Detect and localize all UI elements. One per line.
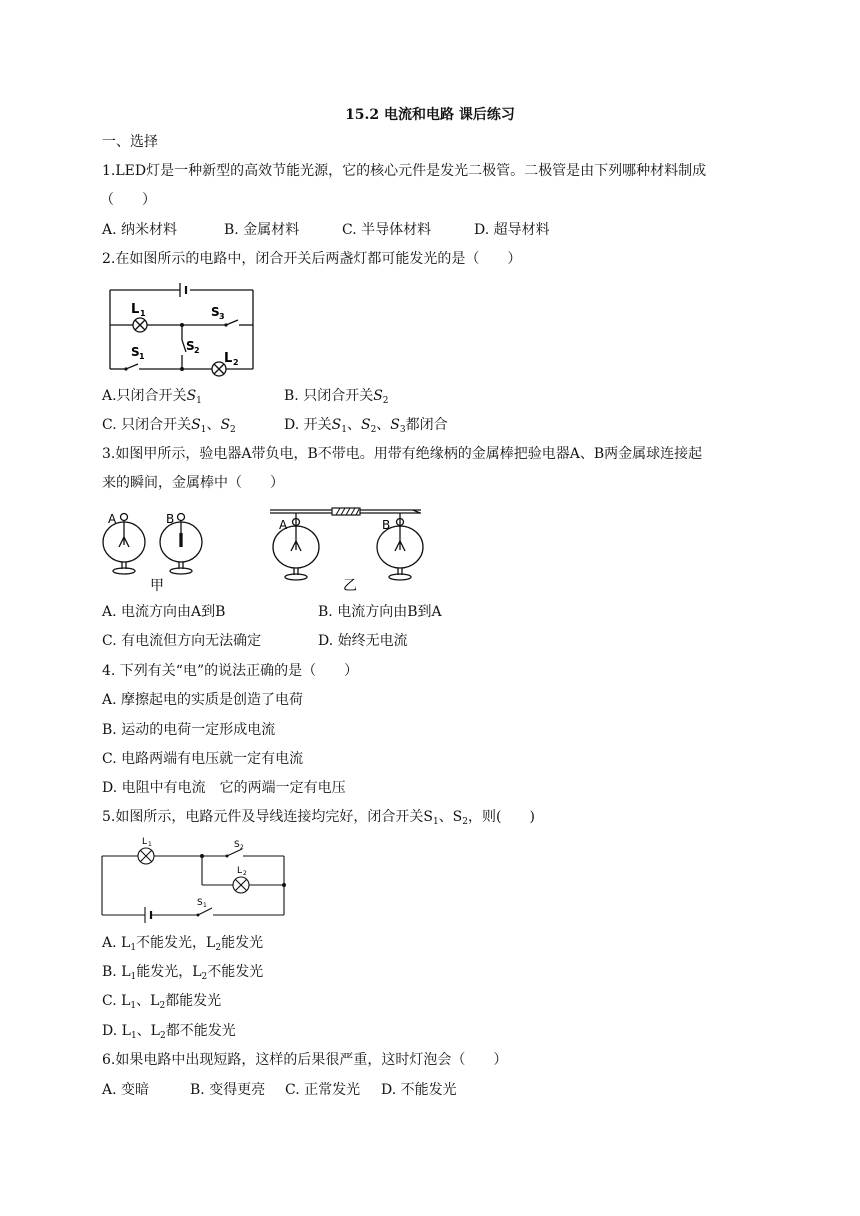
q2-fig-label-s2: S [186,339,195,353]
q5-fig-label-s2: S [234,840,240,850]
q2-fig-label-s3: S [211,305,220,319]
q5-option-b: B. $L_1$能发光，$L_2$不能发光 [102,964,264,982]
q6-option-a: A. 变暗 [102,1082,150,1098]
q3-fig-label-b2: B [382,518,391,532]
svg-text:3: 3 [219,312,225,321]
q5-circuit-diagram [100,836,290,922]
q3-fig-caption-yi: 乙 [343,578,357,594]
q5-fig-label-s1: S [197,898,203,908]
q3-fig-label-a: A [108,512,117,526]
q2-fig-label-s1: S [131,345,140,359]
q1-options [102,220,550,240]
q2-stem: 2.在如图所示的电路中，闭合开关后两盏灯都可能发光的是（ ） [102,251,522,267]
q3-option-c: C. 有电流但方向无法确定 [102,633,262,649]
q6-option-c: C. 正常发光 [285,1082,361,1098]
q2-option-d: D. 开关$S_1$、$S_2$、$S_3$都闭合 [284,417,448,435]
q5-option-d: D. $L_1$、$L_2$都不能发光 [102,1023,236,1041]
q2-option-b: B. 只闭合开关$S_2$ [284,388,389,406]
q5-option-a: A. $L_1$不能发光，$L_2$能发光 [102,935,264,953]
q2-fig-label-l1: L [131,302,140,317]
svg-text:1: 1 [148,841,152,848]
svg-text:1: 1 [139,352,145,361]
q3-option-d: D. 始终无电流 [318,633,408,649]
q4-option-d: D. 电阻中有电流 它的两端一定有电压 [102,780,346,796]
svg-text:2: 2 [243,870,247,877]
q2-circuit-diagram [102,280,262,380]
q2-option-a: A.只闭合开关$S_1$ [102,388,202,406]
q2-options-row1 [102,386,389,411]
q1-option-c: C. 半导体材料 [342,222,432,238]
q4-option-c: C. 电路两端有电压就一定有电流 [102,751,304,767]
q5-fig-label-l2: L [237,866,243,876]
page-title: 15.2 电流和电路 课后练习 [345,107,515,123]
q2-option-c: C. 只闭合开关$S_1$、$S_2$ [102,417,236,435]
q6-option-b: B. 变得更亮 [190,1082,266,1098]
svg-text:1: 1 [203,902,207,909]
q2-fig-label-l2: L [224,351,233,366]
section-heading: 一、选择 [102,134,158,150]
q6-stem: 6.如果电路中出现短路，这样的后果很严重，这时灯泡会（ ） [102,1052,508,1068]
q3-option-b: B. 电流方向由B到A [318,604,442,620]
q5-option-c: C. $L_1$、$L_2$都能发光 [102,993,222,1011]
q3-electroscope-figure [100,505,530,595]
q1-stem: 1.LED灯是一种新型的高效节能光源，它的核心元件是发光二极管。二极管是由下列哪种材料制成 [102,163,707,179]
q2-options-row2 [102,415,448,440]
q3-stem-line1: 3.如图甲所示，验电器A带负电，B不带电。用带有绝缘柄的金属棒把验电器A、B两金属球连接起 [102,446,703,462]
svg-text:2: 2 [233,358,239,367]
q1-paren: （ ） [100,192,156,208]
q5-fig-label-l1: L [142,837,148,847]
q4-option-b: B. 运动的电荷一定形成电流 [102,722,276,738]
q6-options [102,1080,457,1100]
q1-option-a: A. 纳米材料 [102,222,178,238]
svg-text:1: 1 [140,309,146,318]
q4-stem: 4. 下列有关“电”的说法正确的是（ ） [102,663,359,679]
svg-text:2: 2 [194,346,200,355]
q1-option-b: B. 金属材料 [224,222,300,238]
svg-text:2: 2 [240,844,244,851]
q3-fig-caption-jia: 甲 [150,578,164,594]
q1-option-d: D. 超导材料 [474,222,550,238]
q3-options-row2 [102,631,408,651]
q3-stem-line2: 来的瞬间，金属棒中（ ） [102,475,284,491]
q3-fig-label-a2: A [279,518,288,532]
q6-option-d: D. 不能发光 [381,1082,457,1098]
q3-option-a: A. 电流方向由A到B [102,604,226,620]
q3-options-row1 [102,602,442,622]
q4-option-a: A. 摩擦起电的实质是创造了电荷 [102,692,304,708]
q3-fig-label-b: B [166,512,175,526]
q5-stem: 5.如图所示，电路元件及导线连接均完好，闭合开关$S_1$、$S_2$，则( ) [102,809,535,827]
